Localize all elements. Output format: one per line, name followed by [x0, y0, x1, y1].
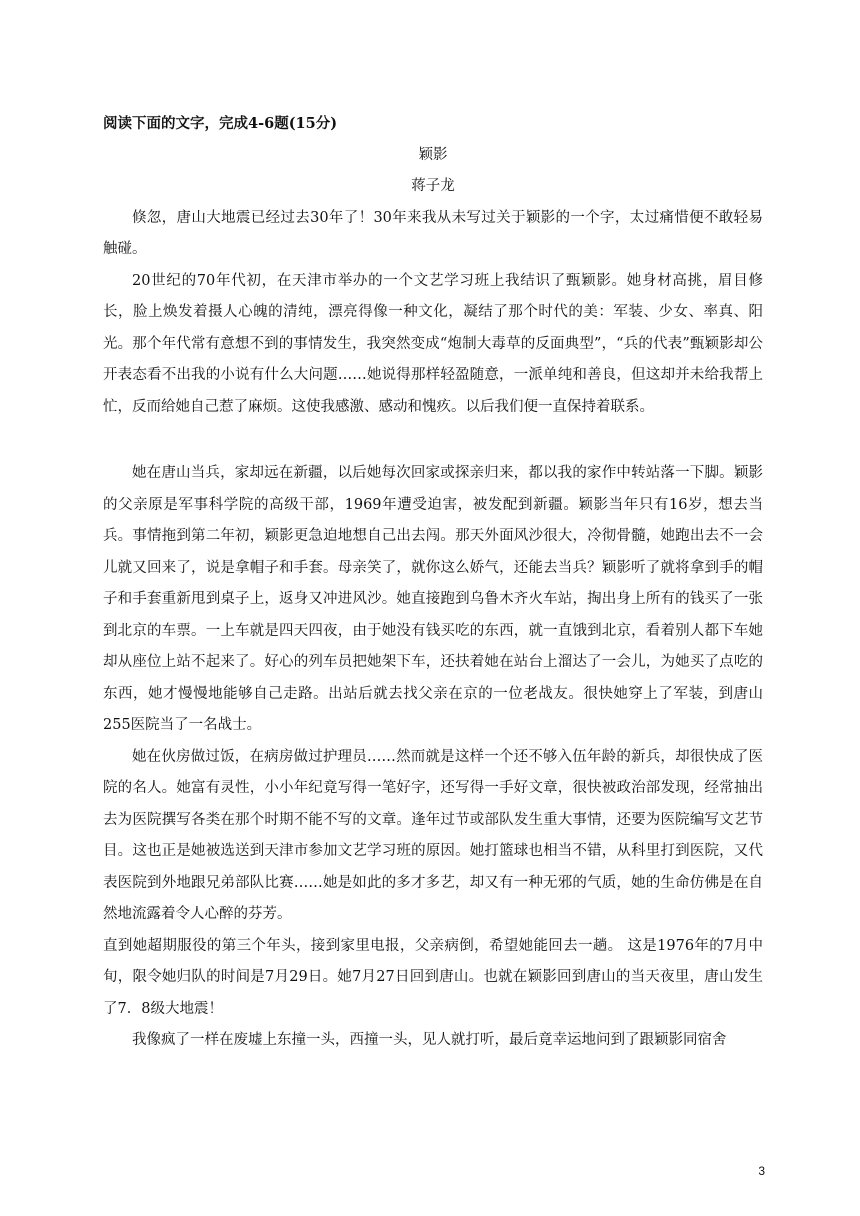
- article-title: 颖影: [418, 146, 448, 163]
- paragraph: 她在唐山当兵，家却远在新疆，以后她每次回家或探亲归来，都以我的家作中转站落一下脚。颖影的父亲原是军事科学院的高级干部，1969年遭受迫害，被发配到新疆。颖影当年只有16岁，想去当兵。事情拖到第二年初，颖影更急迫地想自己出去闯。那天外面风沙很大，冷彻骨髓，她跑出去不一会儿就又回来了，说是拿帽子和手套。母亲笑了，就你这么娇气，还能去当兵？颖影听了就将拿到手的帽子和手套重新甩到桌子上，返身又冲进风沙。她直接跑到乌鲁木齐火车站，掏出身上所有的钱买了一张到北京的车票。一上车就是四天四夜，由于她没有钱买吃的东西，就一直饿到北京，看着别人都下车她却从座位上站不起来了。好心的列车员把她架下车，还扶着她在站台上溜达了一会儿，为她买了点吃的东西，她才慢慢地能够自己走路。出站后就去找父亲在京的一位老战友。很快她穿上了军装，到唐山255医院当了一名战士。: [103, 465, 763, 733]
- paragraph: 20世纪的70年代初，在天津市举办的一个文艺学习班上我结识了甄颖影。她身材高挑，眉目修长，脸上焕发着摄人心魄的清纯，漂亮得像一种文化，凝结了那个时代的美：军装、少女、率真、阳光。那个年代常有意想不到的事情发生，我突然变成“炮制大毒草的反面典型”，“兵的代表”甄颖影却公开表态看不出我的小说有什么大问题……她说得那样轻盈随意，一派单纯和善良，但这却并未给我帮上忙，反而给她自己惹了麻烦。这使我感激、感动和愧疚。以后我们便一直保持着联系。: [103, 272, 763, 415]
- article-author: 蒋子龙: [411, 178, 455, 194]
- question-instruction: 阅读下面的文字，完成4-6题(15分): [103, 115, 338, 132]
- paragraph: 她在伙房做过饭，在病房做过护理员……然而就是这样一个还不够入伍年龄的新兵，却很快成了医院的名人。她富有灵性，小小年纪竟写得一笔好字，还写得一手好文章，很快被政治部发现，经常抽出去为医院撰写各类在那个时期不能不写的文章。逢年过节或部队发生重大事情，还要为医院编写文艺节目。这也正是她被选送到天津市参加文艺学习班的原因。她打篮球也相当不错，从科里打到医院，又代表医院到外地跟兄弟部队比赛……她是如此的多才多艺，却又有一种无邪的气质，她的生命仿佛是在自然地流露着令人心醉的芬芳。: [103, 748, 763, 922]
- paragraph: 直到她超期服役的第三个年头，接到家里电报，父亲病倒，希望她能回去一趟。 这是1976年的7月中旬，限令她归队的时间是7月29日。她7月27日回到唐山。也就在颖影回到唐山的当天夜里，唐山发生了7．8级大地震！: [103, 937, 763, 1017]
- article-body: [103, 108, 763, 1057]
- page-number: 3: [758, 1164, 765, 1178]
- paragraph: 倏忽，唐山大地震已经过去30年了！30年来我从未写过关于颖影的一个字，太过痛惜便不敢轻易触碰。: [103, 209, 763, 257]
- paragraph: 我像疯了一样在废墟上东撞一头，西撞一头，见人就打听，最后竟幸运地问到了跟颖影同宿舍: [132, 1032, 727, 1048]
- paragraph-gap: [103, 423, 763, 458]
